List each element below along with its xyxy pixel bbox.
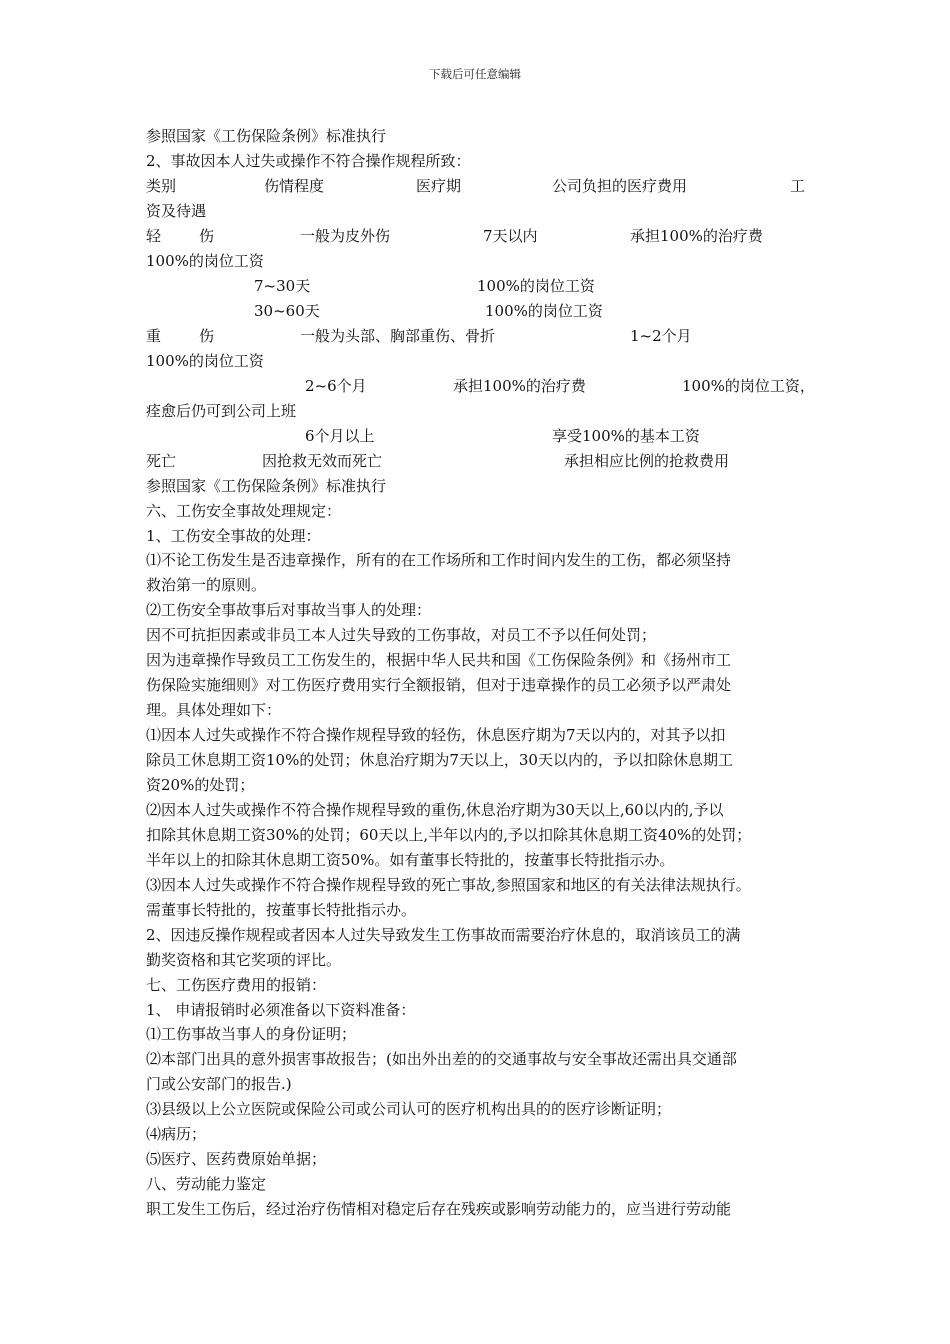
text-line: ⑵因本人过失或操作不符合操作规程导致的重伤,休息治疗期为30天以上,60以内的,予以 xyxy=(146,801,724,819)
text-line: 2、事故因本人过失或操作不符合操作规程所致： xyxy=(146,152,471,170)
text-line: 因不可抗拒因素或非员工本人过失导致的工伤事故，对员工不予以任何处罚； xyxy=(146,626,657,644)
text-line: 100%的岗位工资 xyxy=(146,352,264,370)
text-line: 伤保险实施细则》对工伤医疗费用实行全额报销，但对于违章操作的员工必须予以严肃处 xyxy=(146,676,732,694)
table-cell: 轻 xyxy=(146,227,162,245)
text-line: ⑵工伤安全事故事后对事故当事人的处理： xyxy=(146,601,432,619)
table-cell: 2~6个月 xyxy=(305,377,367,395)
table-cell: 工 xyxy=(790,177,806,195)
text-line: 参照国家《工伤保险条例》标准执行 xyxy=(146,127,387,145)
table-cell: 承担100%的治疗费 xyxy=(630,227,763,245)
text-line: 半年以上的扣除其休息期工资50%。如有董事长特批的，按董事长特批指示办。 xyxy=(146,851,675,869)
table-cell: 类别 xyxy=(146,177,177,195)
table-cell: 死亡 xyxy=(146,452,177,470)
text-line: 2、因违反操作规程或者因本人过失导致发生工伤事故而需要治疗休息的，取消该员工的满 xyxy=(146,926,741,944)
table-cell: 医疗期 xyxy=(416,177,462,195)
text-line: ⑴工伤事故当事人的身份证明； xyxy=(146,1025,357,1043)
table-cell: 承担相应比例的抢救费用 xyxy=(564,452,730,470)
text-line: ⑴因本人过失或操作不符合操作规程导致的轻伤，休息医疗期为7天以内的，对其予以扣 xyxy=(146,726,726,744)
text-line: ⑴不论工伤发生是否违章操作，所有的在工作场所和工作时间内发生的工伤，都必须坚持 xyxy=(146,551,732,569)
text-line: 扣除其休息期工资30%的处罚；60天以上,半年以内的,予以扣除其休息期工资40%的处罚； xyxy=(146,826,752,844)
text-line: ⑸医疗、医药费原始单据； xyxy=(146,1150,327,1168)
text-line: ⑷病历； xyxy=(146,1125,207,1143)
text-line: 因为违章操作导致员工工伤发生的，根据中华人民共和国《工伤保险条例》和《扬州市工 xyxy=(146,651,732,669)
text-line: 资20%的处罚； xyxy=(146,776,255,794)
text-line: 勤奖资格和其它奖项的评比。 xyxy=(146,951,342,969)
table-cell: 100%的岗位工资 xyxy=(485,302,603,320)
text-line: 1、工伤安全事故的处理： xyxy=(146,527,321,545)
text-line: 资及待遇 xyxy=(146,202,207,220)
text-line: ⑶因本人过失或操作不符合操作规程导致的死亡事故,参照国家和地区的有关法律法规执行。 xyxy=(146,876,751,894)
table-cell: 伤情程度 xyxy=(264,177,325,195)
section-heading: 八、劳动能力鉴定 xyxy=(146,1175,267,1193)
table-cell: 100%的岗位工资， xyxy=(682,377,815,395)
table-cell: 伤 xyxy=(199,327,215,345)
text-line: 救治第一的原则。 xyxy=(146,576,267,594)
text-line: 需董事长特批的，按董事长特批指示办。 xyxy=(146,901,417,919)
text-line: 除员工休息期工资10%的处罚；休息治疗期为7天以上，30天以内的，予以扣除休息期工 xyxy=(146,751,733,769)
text-line: 100%的岗位工资 xyxy=(146,252,264,270)
text-line: 门或公安部门的报告.) xyxy=(146,1075,292,1093)
page-header: 下载后可任意编辑 xyxy=(429,67,521,81)
section-heading: 七、工伤医疗费用的报销： xyxy=(146,976,327,994)
text-line: 理。具体处理如下： xyxy=(146,701,282,719)
table-cell: 重 xyxy=(146,327,162,345)
table-cell: 享受100%的基本工资 xyxy=(552,427,700,445)
table-cell: 1~2个月 xyxy=(630,327,692,345)
table-cell: 100%的岗位工资 xyxy=(477,277,595,295)
text-line: 痊愈后仍可到公司上班 xyxy=(146,402,297,420)
table-cell: 7~30天 xyxy=(254,277,311,295)
text-line: ⑶县级以上公立医院或保险公司或公司认可的医疗机构出具的的医疗诊断证明； xyxy=(146,1100,672,1118)
text-line: ⑵本部门出具的意外损害事故报告；(如出外出差的的交通事故与安全事故还需出具交通部 xyxy=(146,1050,737,1068)
section-heading: 六、工伤安全事故处理规定： xyxy=(146,502,342,520)
table-cell: 公司负担的医疗费用 xyxy=(552,177,688,195)
table-cell: 6个月以上 xyxy=(305,427,375,445)
table-cell: 一般为皮外伤 xyxy=(300,227,391,245)
text-line: 1、 申请报销时必须准备以下资料准备： xyxy=(146,1001,416,1019)
table-cell: 因抢救无效而死亡 xyxy=(262,452,383,470)
table-cell: 承担100%的治疗费 xyxy=(453,377,586,395)
table-cell: 30~60天 xyxy=(254,302,320,320)
table-cell: 一般为头部、胸部重伤、骨折 xyxy=(300,327,496,345)
text-line: 职工发生工伤后，经过治疗伤情相对稳定后存在残疾或影响劳动能力的，应当进行劳动能 xyxy=(146,1200,732,1218)
text-line: 参照国家《工伤保险条例》标准执行 xyxy=(146,477,387,495)
table-cell: 伤 xyxy=(199,227,215,245)
table-cell: 7天以内 xyxy=(483,227,538,245)
